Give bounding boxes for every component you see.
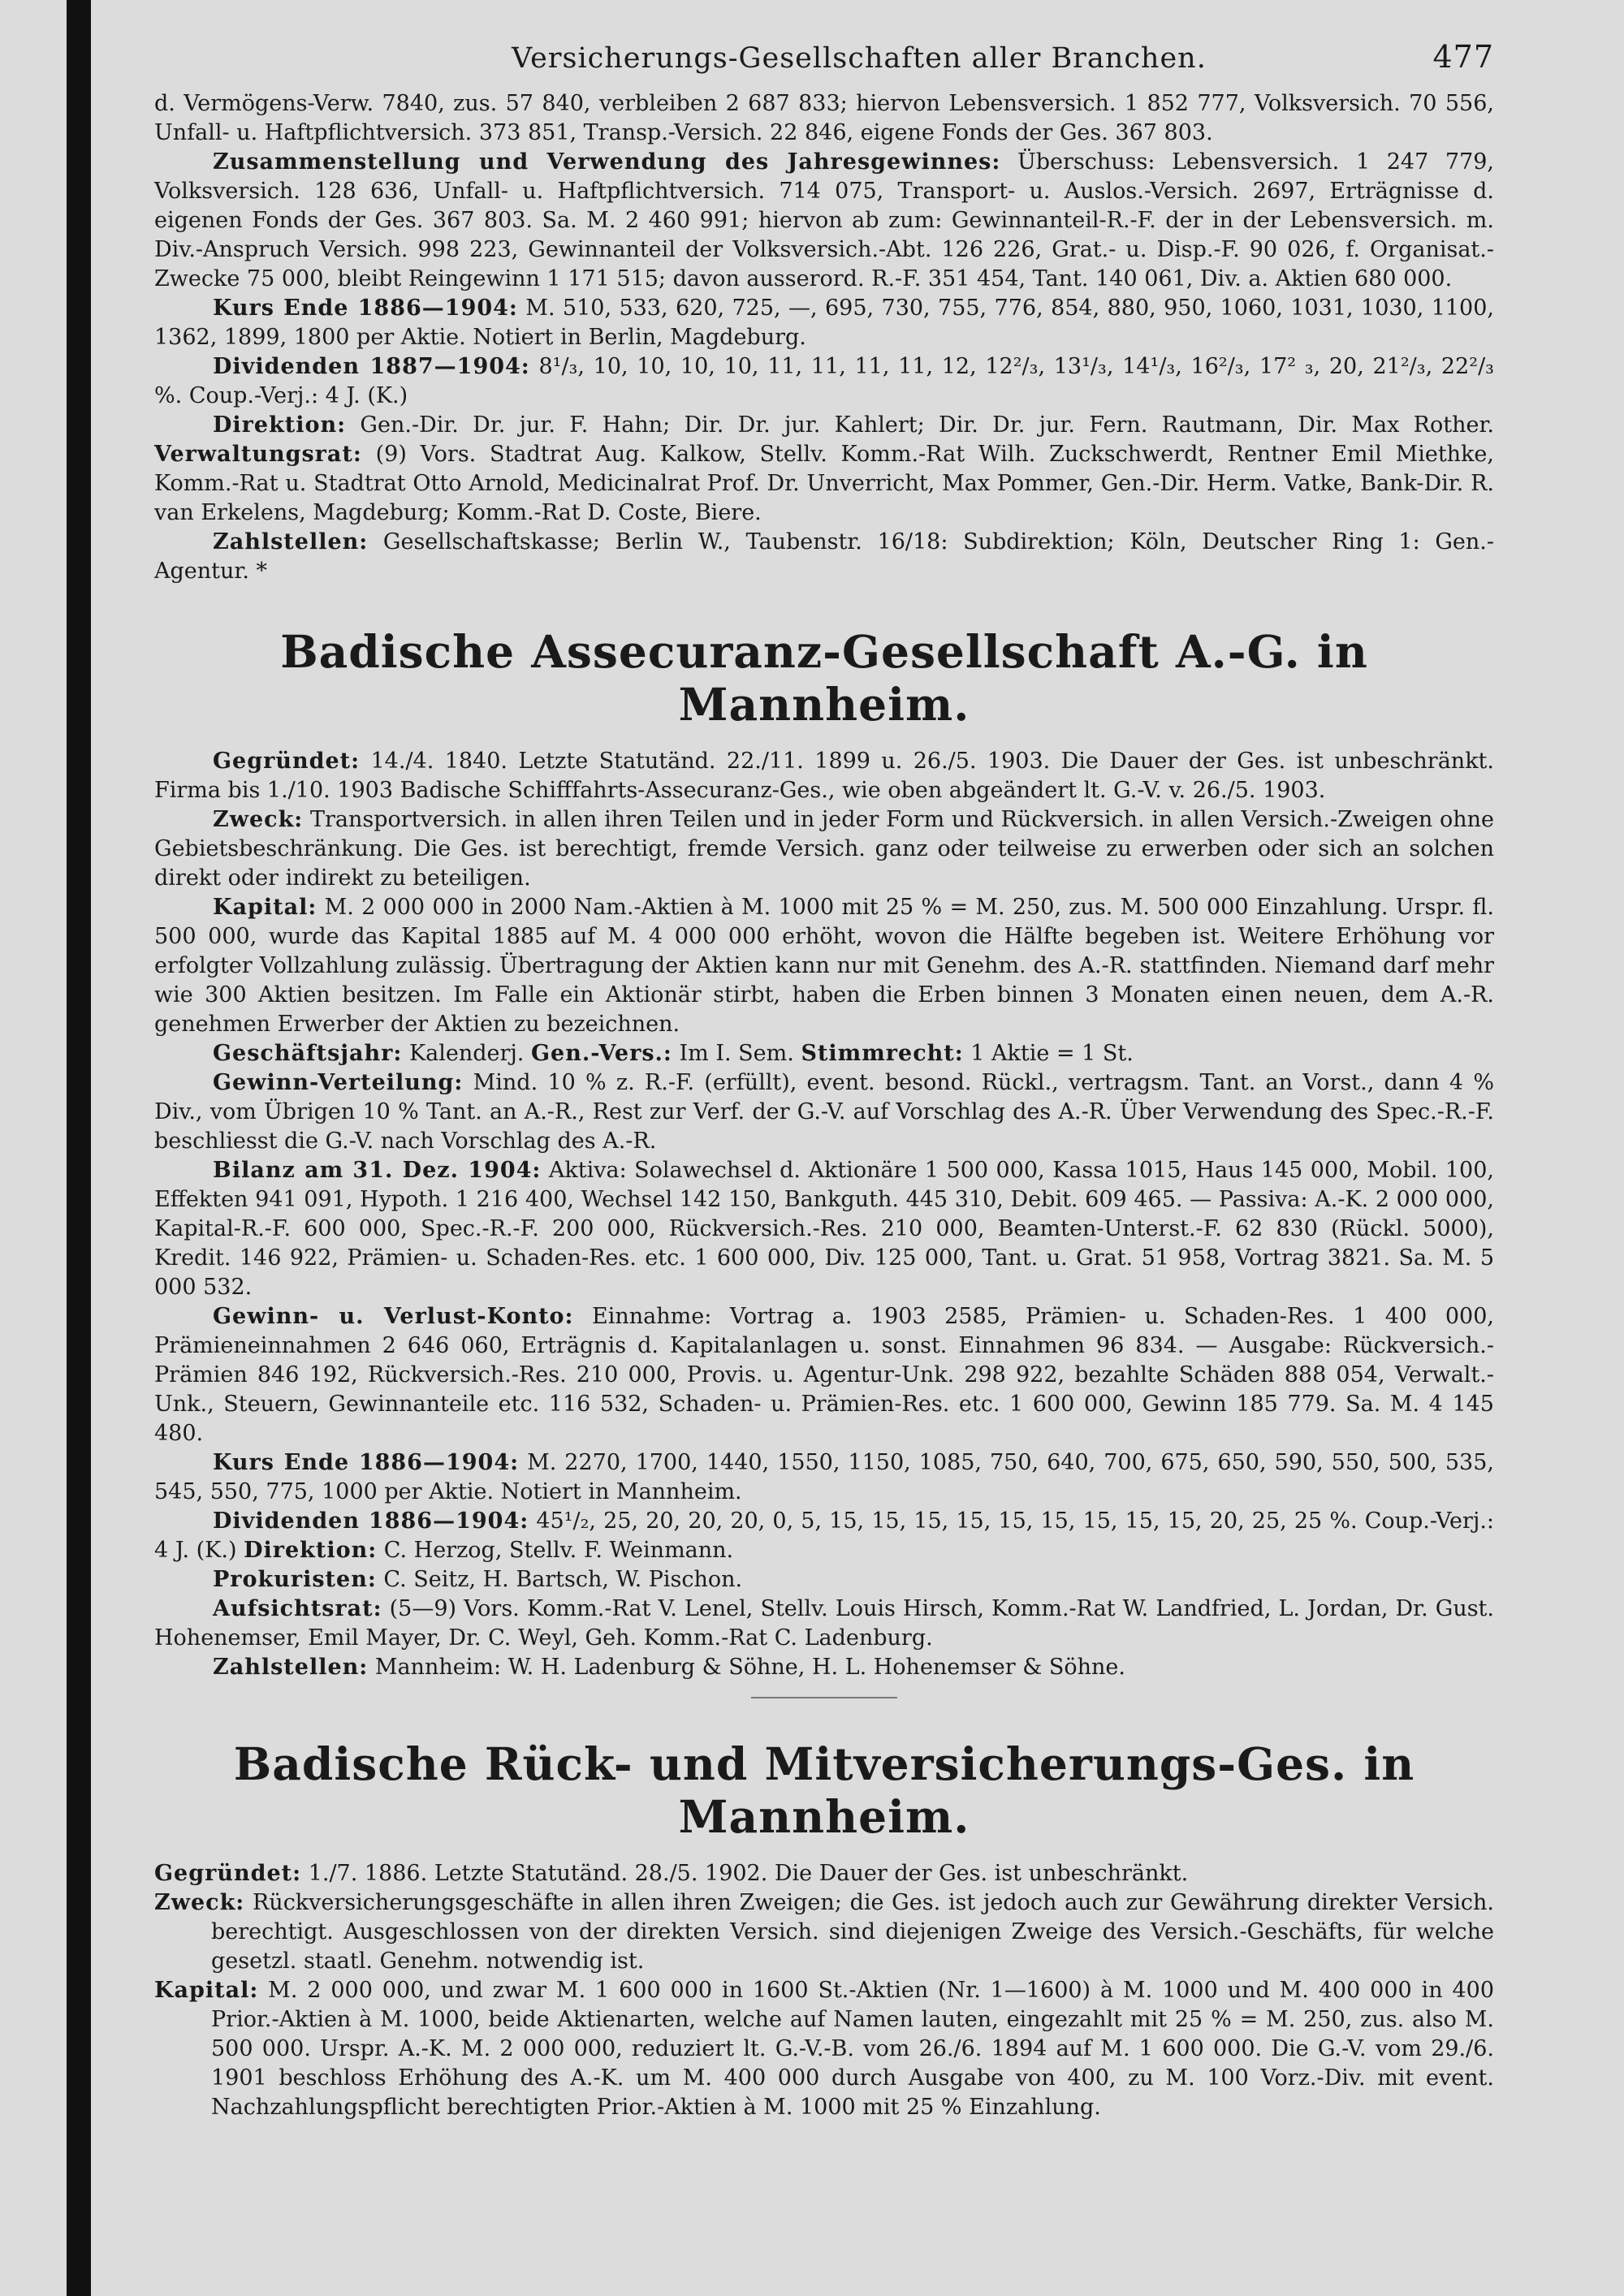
c1-kurs [154,1448,1494,1507]
field-label: Zahlstellen: [213,529,369,555]
field-text: 1 Aktie = 1 St. [963,1041,1134,1066]
c1-gegruendet [154,747,1494,805]
field-text: Transportversich. in allen ihren Teilen und in jeder Form und Rückversich. in allen Versich.-Zweigen ohne Gebietsbeschränkung. Die Ges. ist berechtigt, fremde Versich. ganz oder teilweise zu erwerben oder sich an solchen direkt oder indirekt zu beteiligen. [154,807,1494,891]
prev-dividenden [154,352,1494,411]
field-label: Bilanz am 31. Dez. 1904: [213,1158,542,1183]
field-label: Stimmrecht: [801,1041,964,1066]
field-label: Gegründet: [213,749,361,774]
c1-prokuristen [154,1565,1494,1595]
c1-dividenden [154,1507,1494,1565]
field-text: Rückversicherungsgeschäfte in allen ihren Zweigen; die Ges. ist jedoch auch zur Gewährung direkter Versich. berechtigt. Ausgeschlossen von der direkten Versich. sind diejenigen Zweige des Versich.-Geschäfts, für welche gesetzl. staatl. Genehm. notwendig ist. [211,1890,1494,1974]
field-text: Gesellschaftskasse; Berlin W., Taubenstr. 16/18: Subdirektion; Köln, Deutscher Ring 1: Gen.-Agentur. * [154,529,1494,584]
field-label: Geschäftsjahr: [213,1041,403,1066]
c1-zahlstellen [154,1653,1494,1682]
field-label: Direktion: [244,1538,378,1563]
field-text: Überschuss: Lebensversich. 1 247 779, Volksversich. 128 636, Unfall- u. Haftpflichtversich. 714 075, Transport- u. Auslos.-Versich. 2697, Erträgnisse d. eigenen Fonds der Ges. 367 803. Sa. M. 2 460 991; hiervon ab zum: Gewinnanteil-R.-F. der in der Lebensversich. m. Div.-Anspruch Versich. 998 223, Gewinnanteil der Volksversich.-Abt. 126 226, Grat.- u. Disp.-F. 90 026, f. Organisat.-Zwecke 75 000, bleibt Reingewinn 1 171 515; davon ausserord. R.-F. 351 454, Tant. 140 061, Div. a. Aktien 680 000. [154,149,1495,291]
field-text: Aktiva: Solawechsel d. Aktionäre 1 500 000, Kassa 1015, Haus 145 000, Mobil. 100, Effekten 941 091, Hypoth. 1 216 400, Wechsel 142 150, Bankguth. 445 310, Debit. 609 465. — Passiva: A.-K. 2 000 000, Kapital-R.-F. 600 000, Spec.-R.-F. 200 000, Rückversich.-Res. 210 000, Beamten-Unterst.-F. 62 830 (Rückl. 5000), Kredit. 146 922, Prämien- u. Schaden-Res. etc. 1 600 000, Div. 125 000, Tant. u. Grat. 51 958, Vortrag 3821. Sa. M. 5 000 532. [154,1158,1494,1300]
prev-direktion [154,411,1494,528]
field-text: M. 2 000 000, und zwar M. 1 600 000 in 1600 St.-Aktien (Nr. 1—1600) à M. 1000 und M. 400 000 in 400 Prior.-Aktien à M. 1000, beide Aktienarten, welche auf Namen lauten, eingezahlt mit 25 % = M. 250, zus. also M. 500 000. Urspr. A.-K. M. 2 000 000, reduziert lt. G.-V.-B. vom 26./6. 1894 auf M. 1 600 000. Die G.-V. vom 29./6. 1901 beschloss Erhöhung des A.-K. um M. 400 000 durch Ausgabe von 400, zu M. 100 Vorz.-Div. mit event. Nachzahlungspflicht berechtigten Prior.-Aktien à M. 1000 mit 25 % Einzahlung. [211,1978,1494,2120]
prev-zahlstellen [154,528,1494,586]
field-label: Prokuristen: [213,1567,377,1592]
company-title-assecuranz: Badische Assecuranz-Gesellschaft A.-G. in Mannheim. [280,625,1368,731]
field-text: C. Seitz, H. Bartsch, W. Pischon. [376,1567,743,1592]
prev-entry-paragraph [154,89,1494,148]
c1-bilanz [154,1156,1494,1302]
field-label: Zusammenstellung und Verwendung des Jahresgewinnes: [213,149,1001,175]
field-label: Gen.-Vers.: [530,1041,672,1066]
field-label: Kapital: [213,895,317,920]
c1-geschaeftsjahr [154,1039,1494,1068]
c1-gewinn-verteilung [154,1068,1494,1156]
field-text: M. 2270, 1700, 1440, 1550, 1150, 1085, 750, 640, 700, 675, 650, 590, 550, 500, 535, 545, 550, 775, 1000 per Aktie. Notiert in Mannheim. [154,1450,1494,1504]
field-text: M. 2 000 000 in 2000 Nam.-Aktien à M. 1000 mit 25 % = M. 250, zus. M. 500 000 Einzahlung. Urspr. fl. 500 000, wurde das Kapital 1885 auf M. 4 000 000 erhöht, wovon die Hälfte begeben ist. Weitere Erhöhung vor erfolgter Vollzahlung zulässig. Übertragung der Aktien kann nur mit Genehm. des A.-R. stattfinden. Niemand darf mehr wie 300 Aktien besitzen. Im Falle ein Aktionär stirbt, haben die Erben binnen 3 Monaten einen neuen, dem A.-R. genehmen Erwerber der Aktien zu bezeichnen. [154,895,1494,1037]
c1-kapital [154,893,1494,1039]
running-title: Versicherungs-Gesellschaften aller Branchen. [512,42,1207,75]
field-label: Zahlstellen: [213,1655,369,1680]
field-text: (5—9) Vors. Komm.-Rat V. Lenel, Stellv. Louis Hirsch, Komm.-Rat W. Landfried, L. Jordan, Dr. Gust. Hohenemser, Emil Mayer, Dr. C. Weyl, Geh. Komm.-Rat C. Ladenburg. [154,1596,1494,1651]
field-label: Kurs Ende 1886—1904: [213,1450,520,1475]
c1-zweck [154,805,1494,893]
c2-zweck [154,1888,1494,1976]
running-head [154,32,1494,89]
field-text: 45¹/₂, 25, 20, 20, 20, 0, 5, 15, 15, 15, 15, 15, 15, 15, 15, 15, 20, 25, 25 %. Coup.-Verj.: 4 J. (K.) [154,1508,1494,1563]
c1-gewinn-verlust [154,1302,1494,1448]
field-label: Direktion: [213,412,347,438]
field-label: Gewinn-Verteilung: [213,1070,464,1095]
page-number: 477 [1432,39,1494,75]
field-text: 14./4. 1840. Letzte Statutänd. 22./11. 1899 u. 26./5. 1903. Die Dauer der Ges. ist unbeschränkt. Firma bis 1./10. 1903 Badische Schifffahrts-Assecuranz-Ges., wie oben abgeändert lt. G.-V. v. 26./5. 1903. [154,749,1494,803]
book-binding-edge [67,0,91,2296]
c2-gegruendet [154,1859,1494,1888]
field-text: Einnahme: Vortrag a. 1903 2585, Prämien- u. Schaden-Res. 1 400 000, Prämieneinnahmen 2 646 060, Erträgnis d. Kapitalanlagen u. sonst. Einnahmen 96 834. — Ausgabe: Rückversich.-Prämien 846 192, Rückversich.-Res. 210 000, Provis. u. Agentur-Unk. 298 922, bezahlte Schäden 888 054, Verwalt.-Unk., Steuern, Gewinnanteile etc. 116 532, Schaden- u. Prämien-Res. etc. 1 600 000, Gewinn 185 779. Sa. M. 4 145 480. [154,1304,1494,1446]
document-page [154,32,1494,2122]
field-text: 8¹/₃, 10, 10, 10, 10, 11, 11, 11, 11, 12, 12²/₃, 13¹/₃, 14¹/₃, 16²/₃, 17² ₃, 20, 21²/₃, 22²/₃ %. Coup.-Verj.: 4 J. (K.) [154,354,1494,408]
field-label: Kapital: [154,1978,259,2003]
field-label: Gegründet: [154,1861,302,1886]
field-label: Kurs Ende 1886—1904: [213,296,518,321]
field-label: Zweck: [213,807,304,832]
field-text: Im I. Sem. [672,1041,794,1066]
field-text: 1./7. 1886. Letzte Statutänd. 28./5. 1902. Die Dauer der Ges. ist unbeschränkt. [301,1861,1189,1886]
field-label: Verwaltungsrat: [154,442,362,467]
field-label: Aufsichtsrat: [213,1596,382,1621]
company-title-rueckversicherung: Badische Rück- und Mitversicherungs-Ges. in Mannheim. [233,1737,1415,1843]
field-label: Zweck: [154,1890,245,1915]
prev-jahresgewinn [154,148,1494,294]
field-label: Gewinn- u. Verlust-Konto: [213,1304,574,1329]
field-text: Gen.-Dir. Dr. jur. F. Hahn; Dir. Dr. jur. Kahlert; Dir. Dr. jur. Fern. Rautmann, Dir. Max Rother. [346,412,1494,438]
field-label: Dividenden 1887—1904: [213,354,530,379]
field-text: M. 510, 533, 620, 725, —, 695, 730, 755, 776, 854, 880, 950, 1060, 1031, 1030, 1100, 1362, 1899, 1800 per Aktie. Notiert in Berlin, Magdeburg. [154,296,1495,350]
field-label: Dividenden 1886—1904: [213,1508,529,1534]
field-text: Mind. 10 % z. R.-F. (erfüllt), event. besond. Rückl., vertragsm. Tant. an Vorst., dann 4 % Div., vom Übrigen 10 % Tant. an A.-R., Rest zur Verf. der G.-V. auf Vorschlag des A.-R. Über Verwendung des Spec.-R.-F. beschliesst die G.-V. nach Vorschlag des A.-R. [154,1070,1494,1154]
section-divider [751,1697,897,1698]
field-text: (9) Vors. Stadtrat Aug. Kalkow, Stellv. Komm.-Rat Wilh. Zuckschwerdt, Rentner Emil Miethke, Komm.-Rat u. Stadtrat Otto Arnold, Medicinalrat Prof. Dr. Unverricht, Max Pommer, Gen.-Dir. Herm. Vatke, Bank-Dir. R. van Erkelens, Magdeburg; Komm.-Rat D. Coste, Biere. [154,442,1494,525]
field-text: Mannheim: W. H. Ladenburg & Söhne, H. L. Hohenemser & Söhne. [368,1655,1125,1680]
field-text: Kalenderj. [402,1041,525,1066]
c2-kapital [154,1976,1494,2122]
prev-text: d. Vermögens-Verw. 7840, zus. 57 840, verbleiben 2 687 833; hiervon Lebensversich. 1 852 777, Volksversich. 70 556, Unfall- u. Haftpflichtversich. 373 851, Transp.-Versich. 22 846, eigene Fonds der Ges. 367 803. [154,91,1494,145]
prev-kurs [154,294,1494,352]
c1-aufsichtsrat [154,1595,1494,1653]
field-text: C. Herzog, Stellv. F. Weinmann. [377,1538,734,1563]
